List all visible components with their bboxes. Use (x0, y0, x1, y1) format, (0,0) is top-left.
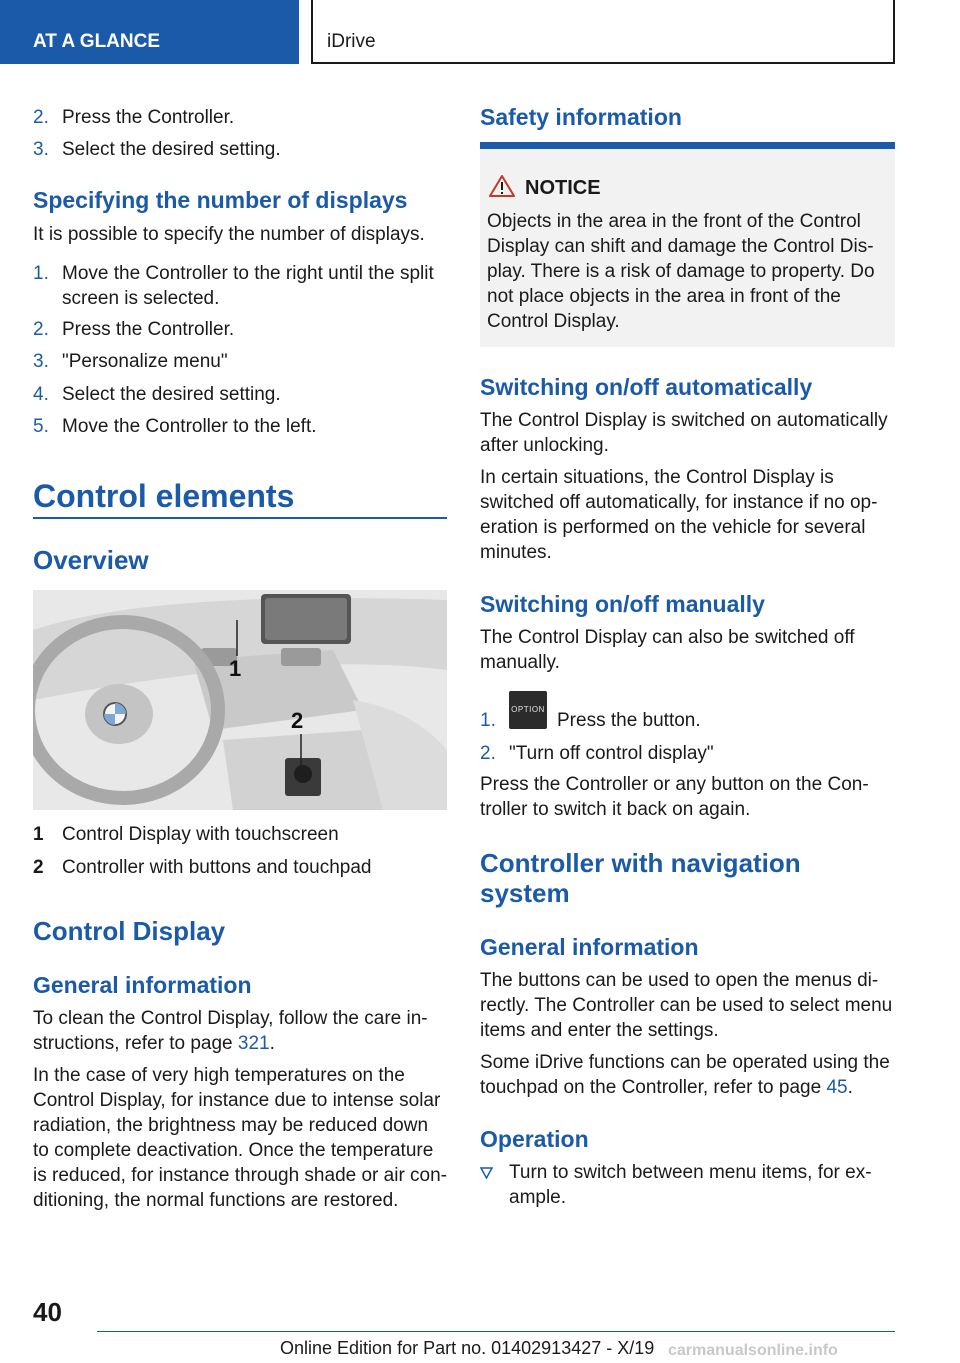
nav-heading: Controller with navigation system (480, 848, 801, 908)
general-info-heading: General information (33, 972, 252, 998)
overview-heading: Overview (33, 545, 149, 575)
nav-general-heading: General information (480, 934, 699, 960)
nav-paragraph: The buttons can be used to open the menus di-rectly. The Controller can be used to select menu items and enter the settings. (480, 970, 893, 1041)
list-item: 5. Move the Controller to the left. (33, 416, 317, 437)
legend-item: 2 Controller with buttons and touchpad (33, 857, 372, 878)
manual-paragraph: The Control Display can also be switched off manually. (480, 627, 855, 673)
temperature-paragraph: In the case of very high temperatures on the Control Display, for instance due to intense solar radiation, the brightness may be reduced down to complete deactivation. Once the temperature is reduced, for instance through shade or air con-ditioning, the normal functions are restored. (33, 1065, 448, 1211)
topic-tab (311, 0, 895, 64)
nav-paragraph: Some iDrive functions can be operated using the touchpad on the Controller, refer to page 45. (480, 1052, 890, 1098)
list-item: 3. "Personalize menu" (33, 351, 228, 372)
heading-rule (33, 517, 447, 519)
section-title: AT A GLANCE (33, 31, 161, 52)
option-button-icon: OPTION (509, 691, 547, 729)
list-item: 3. Select the desired setting. (33, 139, 281, 160)
section-tab (0, 0, 299, 64)
list-item: 1. Move the Controller to the right until the split screen is selected. (33, 263, 434, 309)
clean-paragraph: To clean the Control Display, follow the care in-structions, refer to page 321. (33, 1008, 428, 1054)
footer-rule (97, 1331, 895, 1332)
list-item: 1. Press the button. (480, 710, 701, 731)
topic-title: iDrive (327, 31, 376, 52)
list-item: Turn to switch between menu items, for ex-ample. (480, 1160, 895, 1210)
warning-icon (489, 175, 515, 197)
auto-heading: Switching on/off automatically (480, 374, 813, 400)
auto-paragraph: In certain situations, the Control Display is switched off automatically, for instance if no op-eration is performed on the vehicle for several minutes. (480, 467, 878, 563)
manual-paragraph: Press the Controller or any button on the Con-troller to switch it back on again. (480, 774, 869, 820)
list-item: 2. "Turn off control display" (480, 743, 714, 764)
displays-heading: Specifying the number of displays (33, 187, 408, 213)
page-link[interactable]: 321 (237, 1033, 270, 1054)
control-display-heading: Control Display (33, 916, 226, 946)
watermark: carmanualsonline.info (668, 1342, 838, 1359)
auto-paragraph: The Control Display is switched on automatically after unlocking. (480, 410, 888, 456)
displays-intro: It is possible to specify the number of displays. (33, 224, 425, 245)
triangle-bullet-icon (480, 1167, 493, 1179)
page-number: 40 (33, 1297, 62, 1327)
list-item: 2. Press the Controller. (33, 319, 235, 340)
manual-heading: Switching on/off manually (480, 591, 765, 617)
notice-text: Objects in the area in the front of the Control Display can shift and damage the Control Dis-play. There is a risk of damage to property. Do not place objects in the area in front of the Control Display. (487, 211, 875, 332)
list-item: 2. Press the Controller. (33, 107, 235, 128)
edition-note: Online Edition for Part no. 01402913427 - X/19 (280, 1338, 655, 1358)
operation-heading: Operation (480, 1126, 589, 1152)
figure-callout: 1 (229, 656, 242, 681)
cockpit-illustration (33, 590, 447, 810)
figure-callout: 2 (291, 708, 304, 733)
control-elements-heading: Control elements (33, 478, 295, 514)
list-item: 4. Select the desired setting. (33, 384, 281, 405)
notice-box (480, 142, 895, 347)
legend-item: 1 Control Display with touchscreen (33, 824, 339, 845)
page-link[interactable]: 45 (826, 1077, 848, 1098)
safety-heading: Safety information (480, 104, 682, 130)
cockpit-figure (33, 590, 447, 810)
notice-title: NOTICE (525, 177, 601, 199)
